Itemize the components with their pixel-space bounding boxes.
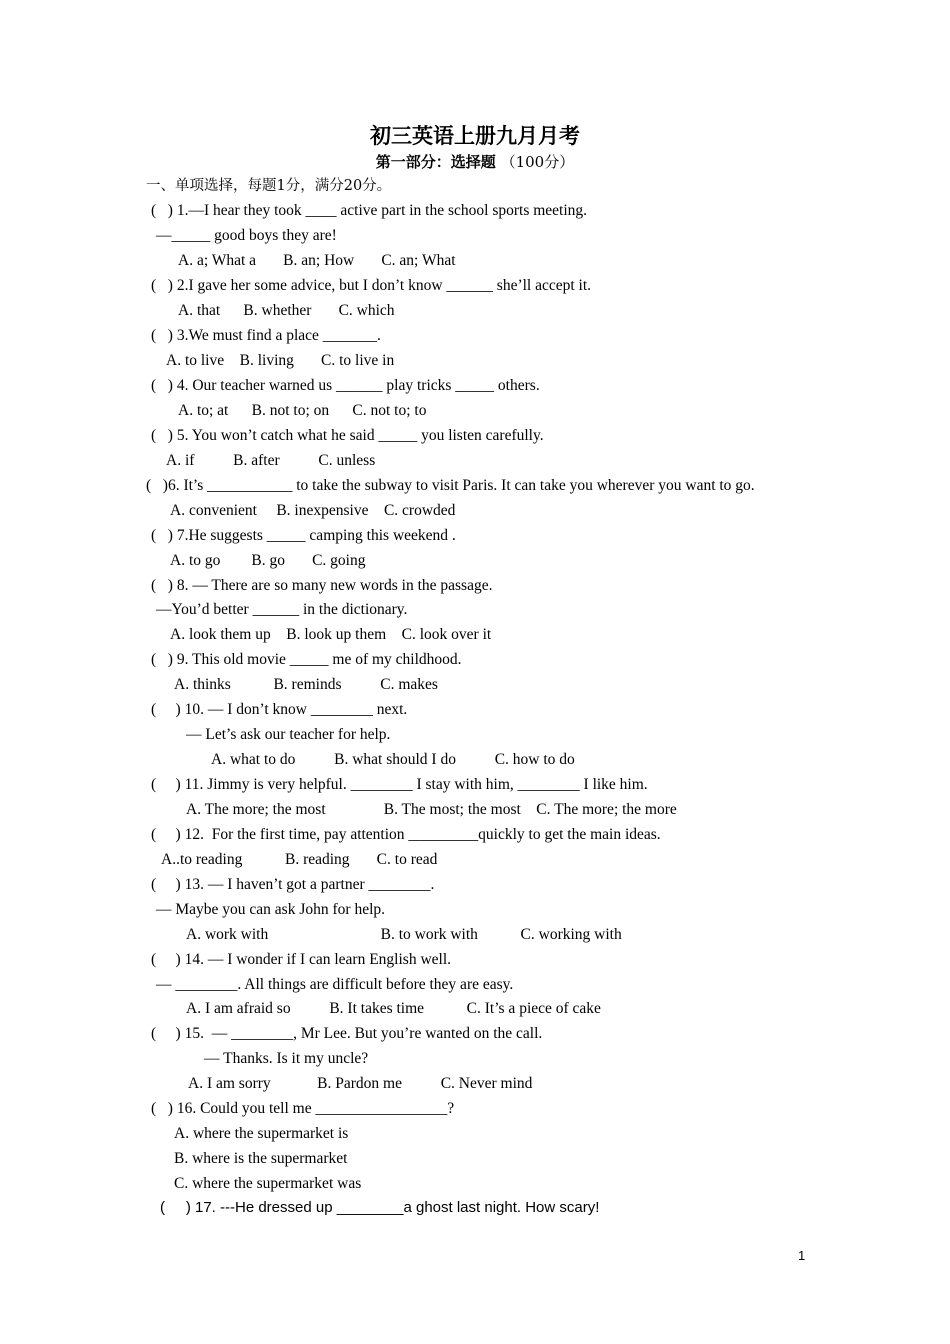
- question-line: A. look them up B. look up them C. look over it: [170, 626, 492, 643]
- question-line: ( ) 4. Our teacher warned us ______ play tricks _____ others.: [151, 377, 540, 394]
- question-line: A. work with B. to work with C. working with: [186, 926, 622, 943]
- question-line: ( ) 10. — I don’t know ________ next.: [151, 701, 408, 718]
- question-line: ( ) 5. You won’t catch what he said _____ you listen carefully.: [151, 427, 544, 444]
- question-line: ( ) 9. This old movie _____ me of my childhood.: [151, 651, 462, 668]
- page-number: 1: [798, 1248, 806, 1263]
- question-line: A. thinks B. reminds C. makes: [174, 676, 438, 693]
- question-line: ( ) 7.He suggests _____ camping this weekend .: [151, 527, 456, 544]
- question-line: A. where the supermarket is: [174, 1125, 349, 1142]
- question-line: —You’d better ______ in the dictionary.: [156, 601, 408, 618]
- section-heading: 一、单项选择，每题1分，满分20分。: [146, 178, 392, 194]
- question-line: A. to; at B. not to; on C. not to; to: [178, 402, 427, 419]
- question-line: A. convenient B. inexpensive C. crowded: [170, 502, 456, 519]
- score-label: （100分）: [500, 153, 575, 171]
- question-line: C. where the supermarket was: [174, 1175, 362, 1192]
- question-line: ( ) 17. ---He dressed up ________a ghost last night. How scary!: [160, 1199, 600, 1216]
- question-line: — Maybe you can ask John for help.: [156, 901, 386, 918]
- question-line: ( ) 8. — There are so many new words in the passage.: [151, 577, 493, 594]
- page-subtitle: [0, 151, 950, 172]
- question-line: ( ) 14. — I wonder if I can learn English well.: [151, 951, 452, 968]
- question-line: ( ) 15. — ________, Mr Lee. But you’re wanted on the call.: [151, 1025, 543, 1042]
- question-line: A. if B. after C. unless: [166, 452, 376, 469]
- question-line: A. to live B. living C. to live in: [166, 352, 395, 369]
- question-line: A. what to do B. what should I do C. how to do: [211, 751, 575, 768]
- question-line: — Thanks. Is it my uncle?: [204, 1050, 369, 1067]
- question-line: — Let’s ask our teacher for help.: [186, 726, 391, 743]
- question-line: B. where is the supermarket: [174, 1150, 348, 1167]
- question-line: —_____ good boys they are!: [156, 227, 337, 244]
- part-label: 第一部分：选择题: [375, 153, 496, 171]
- question-line: A..to reading B. reading C. to read: [161, 851, 438, 868]
- question-line: A. I am afraid so B. It takes time C. It’s a piece of cake: [186, 1000, 601, 1017]
- question-line: ( ) 3.We must find a place _______.: [151, 327, 381, 344]
- question-line: — ________. All things are difficult before they are easy.: [156, 976, 514, 993]
- question-line: ( ) 2.I gave her some advice, but I don’t know ______ she’ll accept it.: [151, 277, 592, 294]
- question-line: A. The more; the most B. The most; the most C. The more; the more: [186, 801, 677, 818]
- question-line: ( ) 1.—I hear they took ____ active part in the school sports meeting.: [151, 202, 588, 219]
- question-line: ( ) 12. For the first time, pay attention _________quickly to get the main ideas.: [151, 826, 661, 843]
- question-line: ( ) 11. Jimmy is very helpful. ________ I stay with him, ________ I like him.: [151, 776, 648, 793]
- question-line: A. I am sorry B. Pardon me C. Never mind: [188, 1075, 533, 1092]
- question-line: A. a; What a B. an; How C. an; What: [178, 252, 456, 269]
- question-line: A. that B. whether C. which: [178, 302, 395, 319]
- page-title: 初三英语上册九月月考: [370, 123, 580, 148]
- question-line: A. to go B. go C. going: [170, 552, 366, 569]
- question-line: ( ) 13. — I haven’t got a partner ________.: [151, 876, 435, 893]
- question-line: ( )6. It’s ___________ to take the subway to visit Paris. It can take you wherever you want to go.: [146, 477, 755, 494]
- question-line: ( ) 16. Could you tell me _________________?: [151, 1100, 455, 1117]
